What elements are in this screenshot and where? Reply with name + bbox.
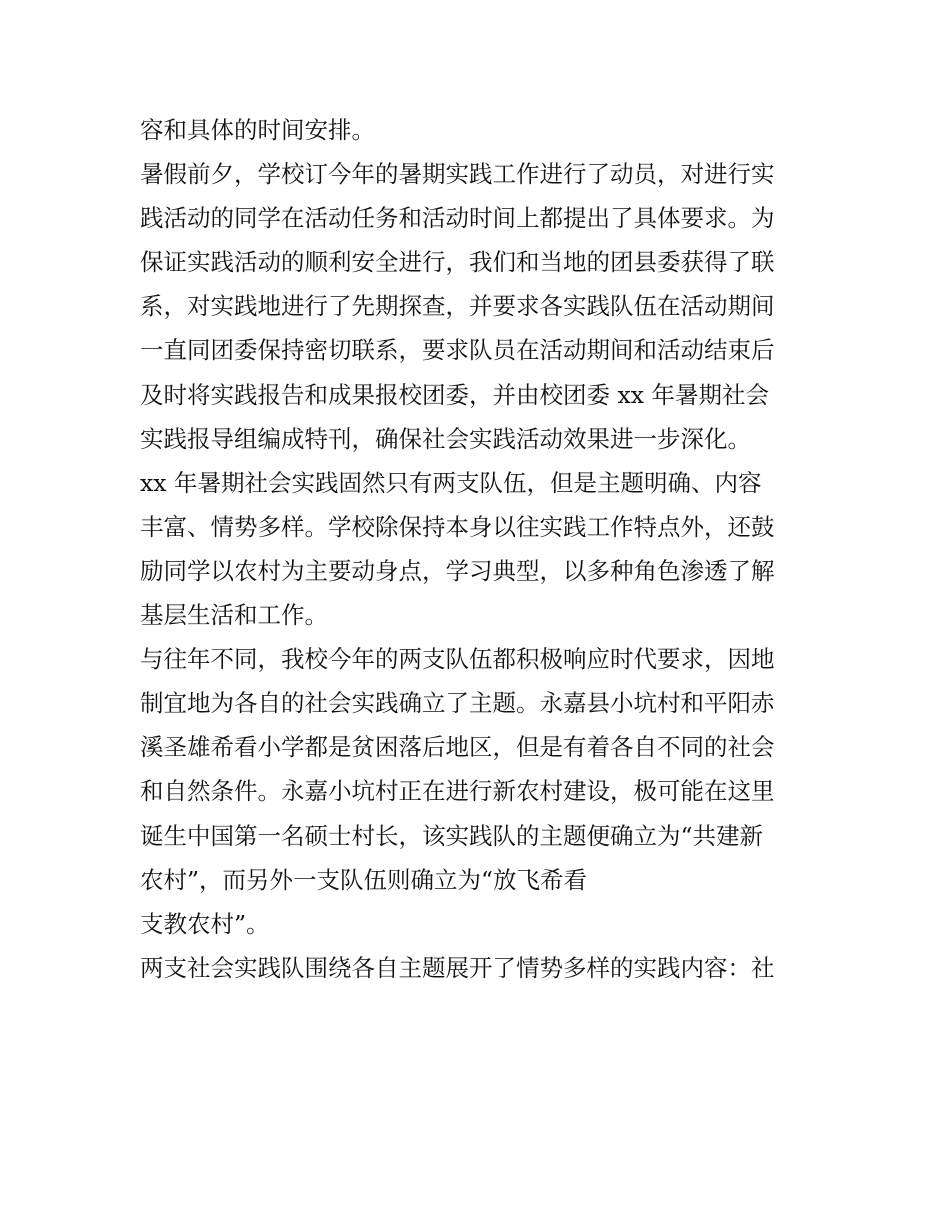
text-line: 基层生活和工作。 bbox=[140, 601, 328, 630]
text-line: 两支社会实践队围绕各自主题展开了情势多样的实践内容：社 bbox=[140, 953, 775, 982]
text-line: 与往年不同，我校今年的两支队伍都积极响应时代要求，因地 bbox=[140, 645, 775, 674]
text-line: 丰富、情势多样。学校除保持本身以往实践工作特点外，还鼓 bbox=[140, 512, 775, 541]
text-line: 支教农村”。 bbox=[140, 909, 270, 938]
text-line: 和自然条件。永嘉小坑村正在进行新农村建设，极可能在这里 bbox=[140, 777, 775, 806]
text-line: 诞生中国第一名硕士村长，该实践队的主题便确立为“共建新 bbox=[140, 821, 764, 850]
text-line: 容和具体的时间安排。 bbox=[140, 116, 375, 144]
text-line: 一直同团委保持密切联系，要求队员在活动期间和活动结束后 bbox=[140, 336, 775, 365]
text-line: 溪圣雄希看小学都是贫困落后地区，但是有着各自不同的社会 bbox=[140, 733, 775, 762]
text-line: xx 年暑期社会实践固然只有两支队伍，但是主题明确、内容 bbox=[140, 468, 762, 497]
text-line: 保证实践活动的顺利安全进行，我们和当地的团县委获得了联 bbox=[140, 248, 775, 277]
text-line: 暑假前夕，学校订今年的暑期实践工作进行了动员，对进行实 bbox=[140, 160, 775, 189]
text-line: 系，对实践地进行了先期探查，并要求各实践队伍在活动期间 bbox=[140, 292, 775, 321]
text-line: 制宜地为各自的社会实践确立了主题。永嘉县小坑村和平阳赤 bbox=[140, 689, 775, 718]
text-line: 农村”，而另外一支队伍则确立为“放飞希看 bbox=[140, 865, 588, 894]
text-line: 及时将实践报告和成果报校团委，并由校团委 xx 年暑期社会 bbox=[140, 380, 769, 409]
document-body bbox=[140, 108, 820, 990]
text-line: 励同学以农村为主要动身点，学习典型，以多种角色渗透了解 bbox=[140, 556, 775, 585]
text-line: 践活动的同学在活动任务和活动时间上都提出了具体要求。为 bbox=[140, 204, 775, 233]
text-line: 实践报导组编成特刊，确保社会实践活动效果进一步深化。 bbox=[140, 424, 751, 453]
